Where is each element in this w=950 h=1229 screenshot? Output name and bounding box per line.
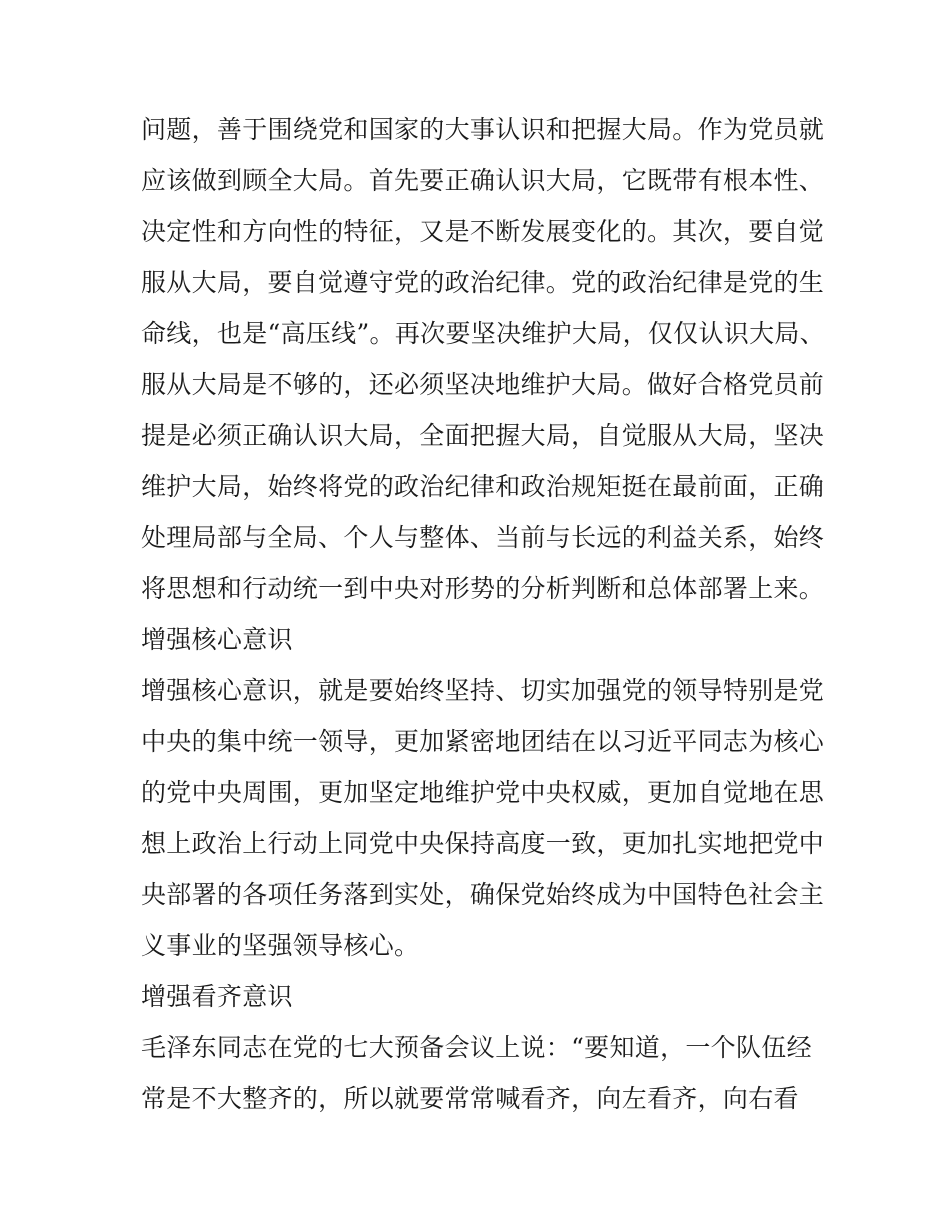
paragraph-line: 的党中央周围，更加坚定地维护党中央权威，更加自觉地在思 (141, 778, 825, 807)
document-body (141, 104, 825, 1124)
paragraph-line: 提是必须正确认识大局，全面把握大局，自觉服从大局，坚决 (141, 421, 825, 450)
paragraph-line: 中央的集中统一领导，更加紧密地团结在以习近平同志为核心 (141, 727, 825, 756)
section-heading: 增强核心意识 (141, 625, 293, 654)
paragraph-line: 服从大局，要自觉遵守党的政治纪律。党的政治纪律是党的生 (141, 268, 825, 297)
paragraph-line: 处理局部与全局、个人与整体、当前与长远的利益关系，始终 (141, 523, 825, 552)
paragraph-line: 增强核心意识，就是要始终坚持、切实加强党的领导特别是党 (141, 676, 825, 705)
paragraph-line: 问题，善于围绕党和国家的大事认识和把握大局。作为党员就 (141, 115, 825, 144)
paragraph-line: 应该做到顾全大局。首先要正确认识大局，它既带有根本性、 (141, 166, 825, 195)
paragraph-line: 想上政治上行动上同党中央保持高度一致，更加扎实地把党中 (141, 829, 825, 858)
paragraph-line: 央部署的各项任务落到实处，确保党始终成为中国特色社会主 (141, 880, 825, 909)
paragraph-line: 毛泽东同志在党的七大预备会议上说：“要知道，一个队伍经 (141, 1033, 812, 1062)
paragraph-line: 常是不大整齐的，所以就要常常喊看齐，向左看齐，向右看 (141, 1084, 799, 1113)
paragraph-line: 维护大局，始终将党的政治纪律和政治规矩挺在最前面，正确 (141, 472, 825, 501)
paragraph-line: 命线，也是“高压线”。再次要坚决维护大局，仅仅认识大局、 (141, 319, 825, 348)
paragraph-line: 将思想和行动统一到中央对形势的分析判断和总体部署上来。 (141, 574, 825, 603)
paragraph-line: 决定性和方向性的特征，又是不断发展变化的。其次，要自觉 (141, 217, 825, 246)
paragraph-line: 义事业的坚强领导核心。 (141, 931, 420, 960)
section-heading: 增强看齐意识 (141, 982, 293, 1011)
paragraph-line: 服从大局是不够的，还必须坚决地维护大局。做好合格党员前 (141, 370, 825, 399)
